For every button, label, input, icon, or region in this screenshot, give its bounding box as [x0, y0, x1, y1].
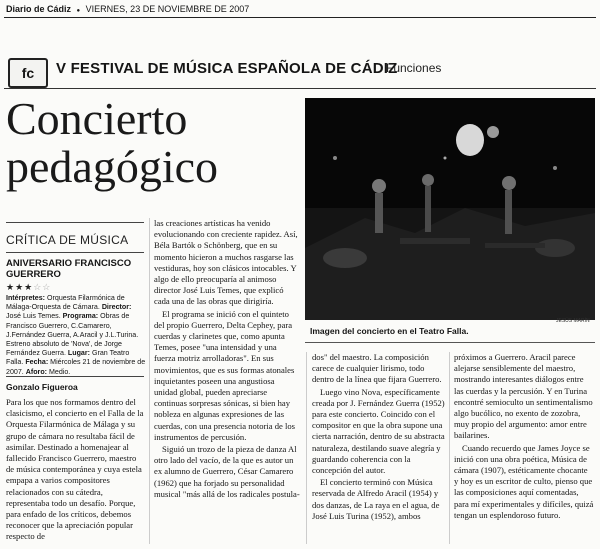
credit-label: Director:	[101, 303, 132, 312]
star-filled-icon: ★★★	[6, 282, 34, 292]
kicker-rule-bottom	[6, 252, 144, 253]
credit-value: Miércoles 21 de noviembre de 2007.	[6, 358, 146, 376]
article-paragraph: Luego vino Nova, específicamente creada por J. Fernández Guerra (1952) para este concierto. Coincido con el compositor en que la obra supone una cierta narración, dentro de su abstracta naturaleza, destilando suave alegría y guardando coherencia con la concepción del autor.	[312, 386, 445, 476]
credit-value: José Luis Temes.	[6, 312, 63, 321]
concert-photo-image	[305, 98, 595, 320]
column-rule	[306, 352, 307, 544]
article-paragraph: El concierto terminó con Música reservada de Alfredo Aracil (1954) y dos danzas, de La raya en el agua, de José Luis Turina (1952), ambos	[312, 477, 440, 521]
photo-caption: Imagen del concierto en el Teatro Falla.	[310, 326, 469, 336]
article-column-1	[6, 397, 146, 544]
credit-label: Fecha:	[25, 358, 49, 367]
newspaper-name: Diario de Cádiz	[6, 4, 72, 14]
article-paragraph: próximos a Guerrero. Aracil parece alejarse sensiblemente del maestro, mostrando interesantes diálogos entre las cuerdas y la percusión. Y en Turina encontré semioculto un sentimentalismo algo bucólico, no exento de zozobra, muy propio del argumento: amor entre bailarines.	[454, 352, 593, 441]
festival-title: V FESTIVAL DE MÚSICA ESPAÑOLA DE CÁDIZ	[56, 60, 398, 77]
credit-value: Obras de Francisco Guerrero, C.Camarero, J.Fernández Guerra, A.Aracil y J.L.Turina. Estreno absoluto de 'Nova', de Jorge Fernández Guerra.	[6, 312, 139, 358]
kicker-rule	[6, 222, 144, 223]
header-rule	[4, 88, 596, 89]
star-empty-icon: ☆☆	[33, 282, 52, 292]
author-byline: Gonzalo Figueroa	[6, 382, 78, 392]
kicker: CRÍTICA DE MÚSICA	[6, 233, 129, 247]
caption-rule	[305, 342, 595, 343]
festival-logo: fc	[8, 58, 48, 88]
article-paragraph: El programa se inició con el quinteto del propio Guerrero, Delta Cephey, para cuerdas y clarinetes que, como apunta Temes, posee "una intensidad y una fuerza motriz arrolladoras". En sus movimientos, que es sus formas atonales inquietantes poseen una angustiosa unidad global, pueden apreciarse continuas sorpresas sónicas, si bien hay nobleza en algunas expresiones de las cuerdas, con una presencia notoria de los instrumentos de percusión.	[154, 308, 296, 442]
photo-credit: JESÚS MARÍN	[556, 318, 590, 324]
concert-photo	[305, 98, 595, 320]
article-paragraph: Cuando recuerdo que James Joyce se inició con una obra poética, Música de cámara (1907), estéticamente chocante y hoy es un escritor de culto, pienso que las composiciones aquí comentadas, para mí experimentales y difíciles, quizá tengan un esplendoroso futuro.	[454, 442, 594, 520]
credit-label: Lugar:	[67, 349, 90, 358]
article-paragraph: Siguió un trozo de la pieza de danza Al otro lado del vacío, de la que es autor un ex alumno de Guerrero, César Camarero (1962) que ha forjado su personalidad musical "más allá de los radicales postula-	[154, 444, 300, 499]
headline-line-1: Concierto	[6, 93, 188, 144]
rating-stars	[6, 282, 51, 293]
top-rule	[4, 17, 596, 18]
credit-label: Aforo:	[25, 367, 48, 376]
article-column-4	[454, 352, 594, 522]
masthead	[6, 2, 594, 16]
section-label: Funciones	[386, 61, 442, 75]
credit-label: Programa:	[62, 312, 99, 321]
publication-date: VIERNES, 23 DE NOVIEMBRE DE 2007	[85, 4, 250, 14]
credit-value: Medio.	[47, 367, 71, 376]
concert-credits	[6, 294, 148, 377]
masthead-separator: ●	[76, 8, 81, 14]
headline	[6, 95, 306, 191]
credit-label: Intérpretes:	[6, 294, 46, 302]
article-column-2	[154, 218, 300, 501]
credit-value: Orquesta Filarmónica de Málaga-Orquesta de Cámara.	[6, 294, 125, 312]
subhead: ANIVERSARIO FRANCISCO GUERRERO	[6, 258, 132, 280]
headline-line-2: pedagógico	[6, 141, 219, 192]
article-paragraph: dos" del maestro. La composición carece de cualquier lirismo, todo dentro de la línea que fijara Guerrero.	[312, 352, 442, 385]
article-paragraph: Para los que nos formamos dentro del clasicismo, el concierto en el Falla de la Orquesta Filarmónica de Málaga y su grupo de cámara no resultaba fácil de asimilar. Destinado a homenajear al fallecido Francisco Guerrero, maestro de música contemporánea y cuya estela empapa a varios compositores relacionados con su cátedra, representaba todo un desafío. Porque, para enfado de los críticos, debemos reconocer que la apreciación popular respecto de	[6, 397, 144, 542]
article-paragraph: las creaciones artísticas ha venido evolucionando con creciente rapidez. Así, Béla Bartók o Schönberg, que en su momento hicieron a muchos rasgarse las vestiduras, hoy son clásicos intocables. Y algo de ello preocuparía al animoso director José Luis Temes, que explicó cada una de las obras que dirigiría.	[154, 218, 298, 307]
credit-value: Gran Teatro Falla.	[6, 349, 130, 367]
credits-rule	[6, 376, 144, 377]
column-rule	[449, 352, 450, 544]
column-rule	[149, 218, 150, 544]
article-column-3	[312, 352, 447, 523]
